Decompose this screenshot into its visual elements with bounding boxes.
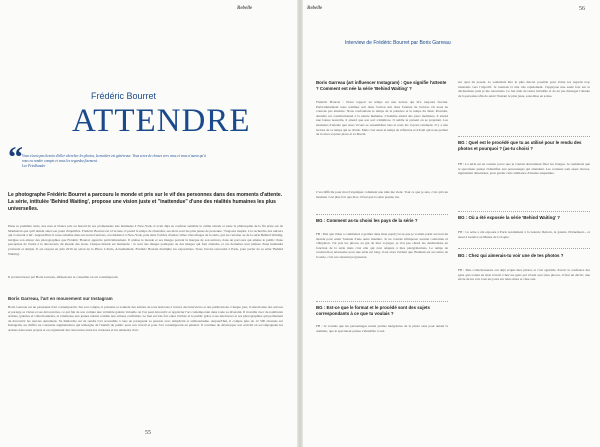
interview-answer: FB : La série a été exposée à Paris notamment à la Galerie Deborn, la galerie d'Ornemont... et aussi à Genève au Musée de Cologne. bbox=[458, 230, 590, 239]
interview-answer: C'est difficile pour moi d'expliquer comment une idée me vient. Tout ce que je sais, c'est qu'à un moment c'est plus fort que moi, il faut que la série prenne vie. bbox=[316, 190, 448, 199]
article-headline: ATTENDRE bbox=[72, 103, 251, 139]
interview-question: BG : Chez qui aimerais-tu voir une de tes photos ? bbox=[458, 253, 564, 258]
magazine-logo: Rebelle bbox=[237, 6, 253, 11]
interview-title: Interview de Frédéric Bourret par Boris Garreau bbox=[345, 40, 451, 46]
section-title: Boris Garreau, l'art en mouvement sur Instagram bbox=[8, 296, 113, 301]
interviewer-line: Il est interviewé par Boris Garreau, influenceur et conseiller en art contemporain. bbox=[8, 275, 119, 279]
interview-question: BG : Quel est le procédé que tu as utilisé pour le rendu des photos et pourquoi ? (as-tu choisi ? bbox=[458, 140, 582, 151]
interview-question: BG : Est-ce que le format et le procédé sont des sujets correspondants à ce que tu voulais ? bbox=[316, 305, 430, 316]
interview-answer: FB : La série est en couleur parce que je voulais absolument fixer les visages. Je souhaitais que le spectateur puisse s'identifier aux personnages qui attendent. Les couleurs sont assez douces, légèrement désaturées, pour garder cette ambiance d'attente suspendue. bbox=[458, 162, 590, 176]
interview-answer: FB : Je voulais que les personnages soient parties intégrantes de la photo sans pour autant la dominer, que le spectateur puisse s'identifier à eux. bbox=[316, 324, 448, 333]
page-number: 56 bbox=[579, 6, 585, 12]
left-page bbox=[0, 0, 297, 447]
interview-answer: sur quoi ils posent. Je souhaitais être le plus discret possible pour éviter les regards trop insistants vers l'objectif. Je tournais la tête très rapidement. J'appuyais une seule fois sur le déclencheur puis je me retournais. Le but était de rester invisible et de ne pas déranger l'attente de la personne afin de saisir l'instant le plus juste, sans mise en scène. bbox=[458, 80, 590, 98]
article-lead: Le photographe Frédéric Bourret a parcouru le monde et pris sur le vif des personnes dans des moments d'attente. La série, intitulée 'Behind Waiting', propose une vision juste et "inattendue" d'une des réalités humaines les plus universelles. bbox=[8, 192, 283, 212]
interview-answer: FB : Dès que l'idée a commencé à germer dans mon esprit j'ai su que je voulais partir au bout du monde pour saisir l'attente d'une autre manière. Je ne voulais m'imposer aucune contrainte ni obligation. J'ai pris les photos au gré de mes voyages, je n'ai pas choisi les destinations en fonction de la série mais c'est elle qui s'est adaptée à mes pérégrinations. Le temps de construction nécessaire pour une série est long, il est alors évident que l'humain est au centre de la série, c'est un constant progression. bbox=[316, 232, 448, 259]
interview-question: BG : Où a été exposée la série 'Behind Waiting' ? bbox=[458, 215, 560, 220]
pull-quote-text: Vous n'avez pas besoin d'aller chercher les photos, la matière est généreuse. Vous serez de choses vers vous et vous n'aurez qu'à vous en rendre compte et vous les regardez fixement. bbox=[22, 154, 206, 163]
pull-quote bbox=[22, 154, 210, 169]
interview-answer: Frédéric Bourret : Notre rapport au temps est une notion qui m'a toujours fasciné. Particulièrement nous sommes soit dans l'action soit dans l'attente de l'action. Or nous ne voulons pas attendre. Nous confondons le temps de la patience et le temps du désir. Pourtant, attendre est constitutionnel à la nature humaine. L'homme attend des jours meilleurs, il attend une bonne nouvelle, il attend que son sort s'améliore. Il oublie le présent en se projetant. Les moments d'attente que nous vivons se ressemblent tous et nous les voyons rarement. Il y a une lecture de ce temps qui se révèle. Mais c'est aussi le temps de réflexion et d'éveil qui nous permet de trouver sa juste place et sa liberté. bbox=[316, 100, 448, 137]
question-divider bbox=[316, 214, 448, 215]
quote-mark-icon: “ bbox=[8, 141, 23, 174]
section-paragraph: Boris Garreau est un passionné d'art contemporain. Sur son compte, il présente et soutient des artistes de tous horizons à travers des interviews et des publications. Chaque jour, il sélectionne des œuvres et partage sa vision et ses découvertes, ce qui fait de son compte une véritable galerie virtuelle où l'on peut découvrir et apprécier l'art contemporain dans toute sa diversité. Il travaille avec de nombreux artistes, galeries et collectionneurs, et s'intéresse aux jeunes talents comme aux artistes confirmés. Le lien est très fort entre l'artiste et le public grâce à ses interviews et ses photographies qui permettent de découvrir les œuvres autrement. Sa démarche est de rendre l'art accessible à tous en partageant sa passion avec simplicité et enthousiasme. Aujourd'hui, il compte plus de 12 500 abonnés sur Instagram, un chiffre en constante augmentation qui témoigne de l'intérêt du public pour son travail et pour l'art contemporain en général. Il continue de développer son activité en accompagnant les artistes dans leurs projets et en organisant des rencontres entre les créateurs et les amateurs d'art. bbox=[8, 305, 283, 332]
question-divider bbox=[458, 248, 590, 249]
interview-question: Boris Garreau (art influencer Instagram) : Que signifie l'attente ? Comment est née la série 'Behind Waiting' ? bbox=[316, 80, 447, 91]
question-divider bbox=[458, 211, 590, 212]
question-divider bbox=[458, 136, 590, 137]
interview-answer: FB : Mes collectionneurs ont déjà acquis mes photos et c'est agréable d'avoir la confiance des gens qui croient en mon travail. Chez les gens qui vivent avec mes photos, il faut un déclic, une envie de les voir tous les jours sur leurs murs et chez eux. bbox=[458, 268, 590, 282]
magazine-logo: Rebelle bbox=[307, 6, 323, 11]
interview-question: BG : Comment as-tu choisi les pays de la série ? bbox=[316, 218, 418, 223]
article-kicker: Frédéric Bourret bbox=[91, 91, 157, 101]
page-number: 55 bbox=[145, 430, 151, 436]
question-divider bbox=[316, 301, 448, 302]
pull-quote-author: Lee Friedlander bbox=[22, 164, 46, 168]
intro-paragraph: Dans sa première série, des rues et blancs pris au hasard de ses promenades très matinales à New-York, il avait déjà su conférer sensible le calme absolu et toute la philosophie de la fin prise sur de Manhattan que qu'il aimait ainsi son point d'équilibre. Frédéric Bourret est à l'écoute, il prend le temps de s'installer, ses mots sont les plus justes de personne. 'Toujours inspiré, à la recherche des univers qui s'ouvrent à lui'. Aujourd'hui, il nous entraîne dans un nouvel univers, en résidence à New-York, puis dans l'ombre d'autres villes. Des images de la série, qui est certaine ou de la série Behind Waiting, intrigue son amour des photographies que Frédéric Bourret apprécie particulièrement. Il réalise le monde et ses images portent la marque de son univers, dans un parcours qui amène le public d'une perception de l'autre à la découverte du monde des Gens. Chaque instant est inattendu : ce sont des images poétiques ou des images qui font attendre, et ces dernières sont pleines d'une humanité profonde et simple. Il est exposé en juin 2019 au salon de la Photo à Paris. Actuellement, Frédéric Bourret multiplie les expositions. Nous l'avons rencontré à Paris, pour parler de sa série 'Behind Waiting'. bbox=[8, 224, 283, 256]
